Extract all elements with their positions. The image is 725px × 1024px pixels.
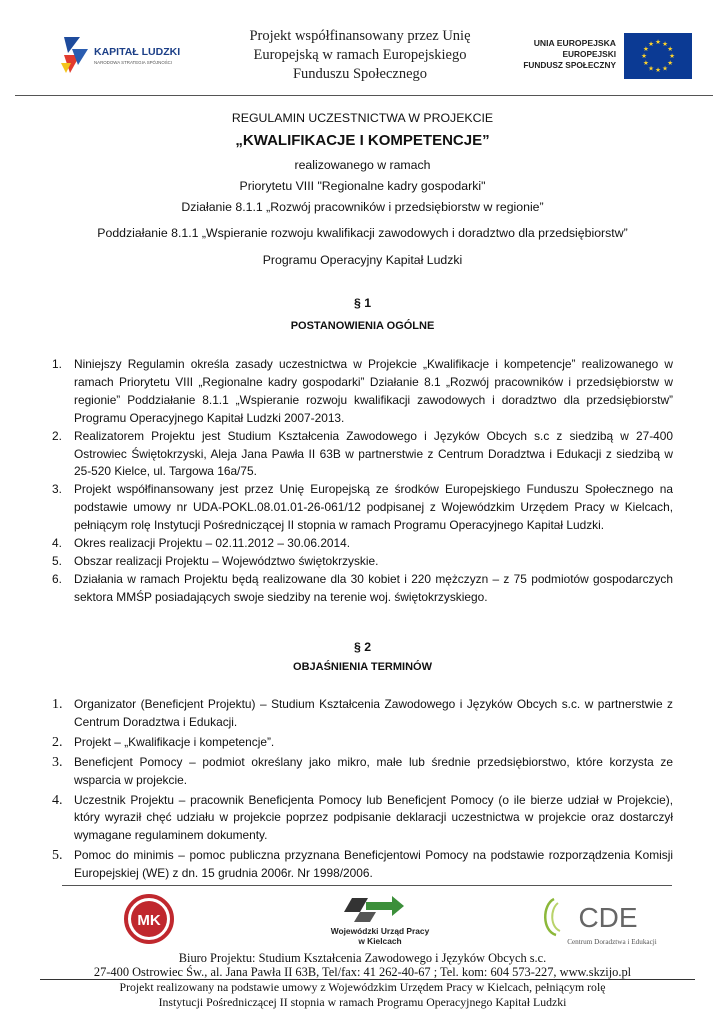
list-item-text: Projekt – „Kwalifikacje i kompetencje”. [74,734,275,749]
mk-logo-text: MK [137,912,161,929]
eu-star-icon: ★ [655,67,661,75]
list-item-number: 1. [52,357,62,371]
ue-line-2: EUROPEJSKI [562,49,616,59]
list-item-number: 6. [52,571,62,586]
list-item [50,571,673,607]
list-item-text: Okres realizacji Projektu – 02.11.2012 – 30.06.2014. [74,536,351,551]
list-item [50,696,673,732]
list-item-text: Organizator (Beneficjent Projektu) – Studium Kształcenia Zawodowego i Języków Obcych s.c. w partnerstwie z Centrum Doradztwa i Edukacji. [74,697,673,729]
list-item-text: Obszar realizacji Projektu – Województwo świętokrzyskie. [74,553,379,568]
list-item-number: 5. [52,848,63,864]
ue-text [498,38,616,71]
eu-star-icon: ★ [667,46,674,54]
list-item-text: Uczestnik Projektu – pracownik Beneficjenta Pomocy lub Beneficjent Pomocy (o ile bierze udział w Projekcie), który wyraził chęć udziału w projekcie poprzez podpisanie deklaracji uczestnictwa w projekcie oraz dostarczył wymagane regulaminem dokumenty. [74,792,673,843]
eu-star-icon: ★ [662,65,668,73]
cde-logo-icon [540,893,665,948]
list-item [50,847,673,883]
wup-logo [330,892,430,948]
list-item-number: 3. [52,482,62,497]
eu-star-icon: ★ [648,65,654,73]
eu-star-icon: ★ [642,46,649,54]
cde-logo-caption: Centrum Doradztwa i Edukacji [567,938,657,946]
ue-line-1: UNIA EUROPEJSKA [533,38,616,48]
document-title: „KWALIFIKACJE I KOMPETENCJE” [235,132,490,149]
list-item [50,428,673,482]
eu-flag-icon [624,33,692,79]
eu-star-icon: ★ [667,60,674,68]
wup-logo-line-2: w Kielcach [358,936,402,946]
list-item-number: 4. [52,536,62,551]
eu-star-icon: ★ [669,53,675,61]
section-1-heading: POSTANOWIENIA OGÓLNE [290,320,435,332]
list-item-text: Niniejszy Regulamin określa zasady uczestnictwa w Projekcie „Kwalifikacje i kompetencje” realizowanego w ramach Priorytetu VIII „Regionalne kadry gospodarki” Działanie 8.1 „Rozwój pracowników i przedsiębiorstw w regionie” Poddziałanie 8.1.1 „Wspieranie rozwoju kwalifikacji zawodowych i doradztwo dla przedsiębiorstw” Programu Operacyjnego Kapitał Ludzki 2007-2013. [74,357,673,425]
mk-logo [123,893,175,945]
list-item [50,754,673,790]
footer-agreement-2: Instytucji Pośredniczącej II stopnia w ramach Programu Operacyjnego Kapitał Ludzki [158,995,567,1009]
list-item-number: 2. [52,428,62,443]
title-line-6: Poddziałanie 8.1.1 „Wspieranie rozwoju kwalifikacji zawodowych i doradztwo dla przedsiębiorstw” [97,226,628,240]
cde-logo-letters: CDE [578,902,638,933]
mk-logo-icon [123,893,175,945]
list-item [50,792,673,846]
title-line-1: REGULAMIN UCZESTNICTWA W PROJEKCIE [231,111,494,125]
header-line-3: Funduszu Społecznego [292,66,428,82]
list-item-text: Działania w ramach Projektu będą realizowane dla 30 kobiet i 220 mężczyzn – z 75 podmiotów gospodarczych sektora MMŚP posiadających swoje siedziby na terenie woj. świętokrzyskiego. [74,571,673,604]
list-item-number: 3. [52,754,63,770]
list-item [50,481,673,535]
list-item [50,734,673,752]
list-item-number: 2. [52,734,63,750]
list-item-text: Projekt współfinansowany jest przez Unię Europejską ze środków Europejskiego Funduszu Społecznego na podstawie umowy nr UDA-POKL.08.01.01-26-061/12 podpisanej z Wojewódzkim Urzędem Pracy w Kielcach, pełniącym rolę Instytucji Pośredniczącej II stopnia w ramach Programu Operacyjnego Kapitał Ludzki. [74,482,673,533]
footer-office: Biuro Projektu: Studium Kształcenia Zawodowego i Języków Obcych s.c. [178,951,547,965]
section-1-list [50,356,673,607]
list-item-number: 4. [52,792,63,808]
list-item-number: 5. [52,553,62,568]
wup-logo-line-1: Wojewódzki Urząd Pracy [330,926,430,936]
cde-logo [540,893,665,948]
list-item-text: Realizatorem Projektu jest Studium Kształcenia Zawodowego i Języków Obcych s.c z siedzibą w 27-400 Ostrowiec Świętokrzyski, Aleja Jana Pawła II 63B w partnerstwie z Centrum Doradztwa i Edukacji z siedzibą w 25-520 Kielce, ul. Targowa 16a/75. [74,428,673,479]
section-1-symbol: § 1 [353,296,372,310]
title-line-7: Programu Operacyjny Kapitał Ludzki [262,253,463,267]
eu-star-icon: ★ [655,39,661,47]
eu-star-icon: ★ [662,41,668,49]
ue-line-3: FUNDUSZ SPOŁECZNY [523,60,616,70]
kapital-ludzki-logo [58,33,198,79]
section-2-symbol: § 2 [353,640,372,654]
section-2-heading: OBJAŚNIENIA TERMINÓW [293,661,432,673]
list-item [50,553,673,571]
eu-star-icon: ★ [641,53,647,61]
list-item-text: Beneficjent Pomocy – podmiot określany jako mikro, małe lub średnie przedsiębiorstwo, które korzysta ze wsparcia w projekcie. [74,754,673,787]
header-line-1: Projekt współfinansowany przez Unię [249,28,471,44]
title-line-4: Priorytetu VIII "Regionalne kadry gospodarki" [239,179,486,193]
eu-star-icon: ★ [642,60,649,68]
footer-agreement-1: Projekt realizowany na podstawie umowy z Wojewódzkim Urzędem Pracy w Kielcach, pełniącym rolę [119,980,606,994]
kl-logo-subtitle: NARODOWA STRATEGIA SPÓJNOŚCI [94,60,173,65]
list-item [50,356,673,428]
list-item-number: 1. [52,697,63,712]
header-line-2: Europejską w ramach Europejskiego [253,47,467,63]
header-divider [15,95,713,96]
footer-divider [62,885,672,886]
wup-logo-icon [330,892,430,948]
list-item [50,535,673,553]
title-line-5: Działanie 8.1.1 „Rozwój pracowników i przedsiębiorstw w regionie” [181,200,544,214]
list-item-text: Pomoc do minimis – pomoc publiczna przyznana Beneficjentowi Pomocy na podstawie rozporządzenia Komisji Europejskiej (WE) z dn. 15 grudnia 2006r. Nr 1998/2006. [74,848,673,881]
kapital-ludzki-logo-icon [58,33,198,79]
section-2-list [50,696,673,885]
footer-address: 27-400 Ostrowiec Św., al. Jana Pawła II 63B, Tel/fax: 41 262-40-67 ; Tel. kom: 604 573-227, www.skzijo.pl [93,965,632,979]
kl-logo-name: KAPITAŁ LUDZKI [94,46,181,58]
title-line-3: realizowanego w ramach [294,158,431,172]
header-project-text [210,27,510,84]
eu-star-icon: ★ [648,41,654,49]
